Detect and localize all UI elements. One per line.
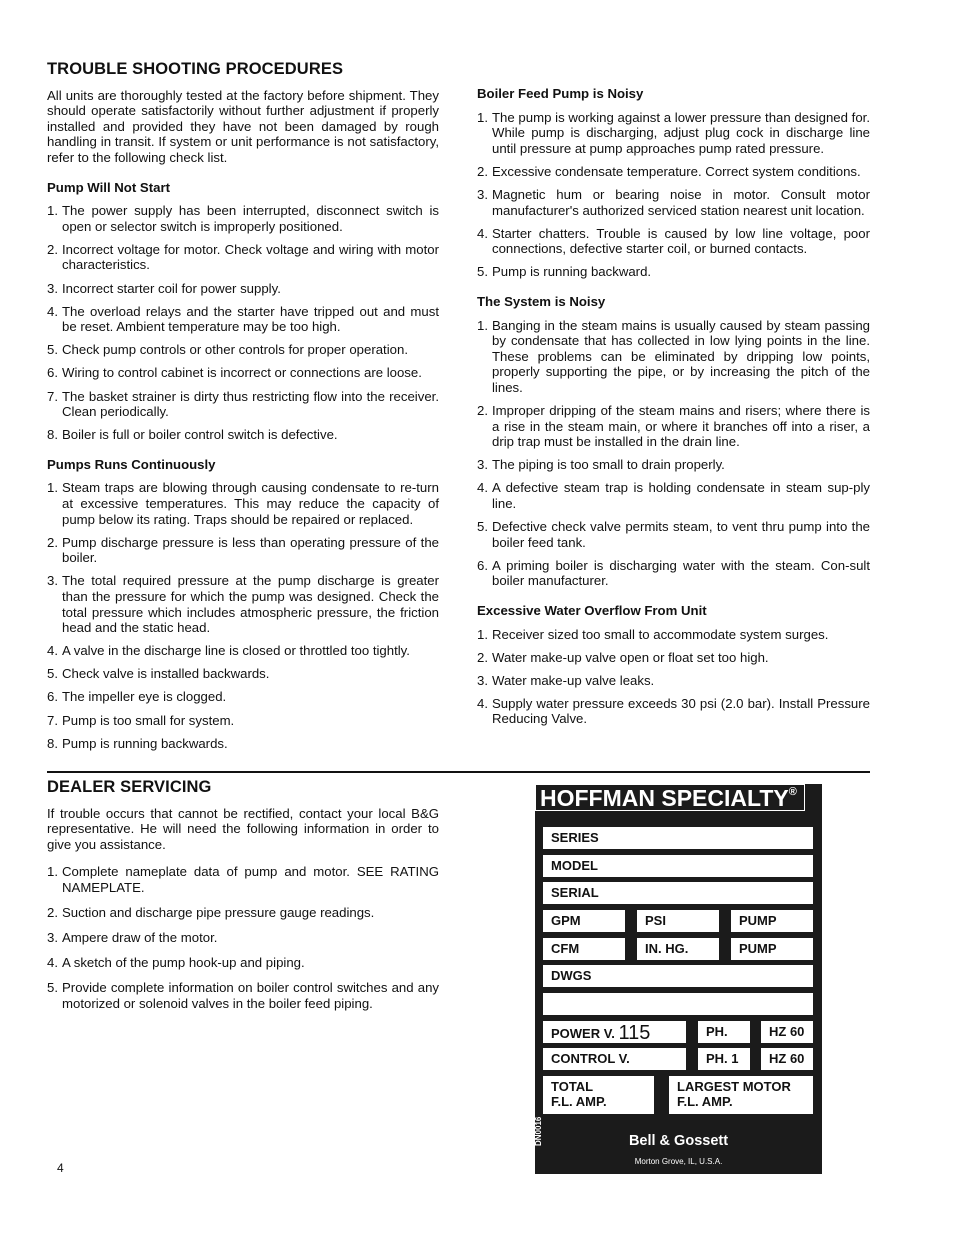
item-number: 6. xyxy=(47,689,58,705)
pump-field-2: PUMP xyxy=(731,938,813,960)
serial-field: SERIAL xyxy=(543,882,813,904)
checklist-item xyxy=(477,696,870,727)
checklist xyxy=(47,480,439,751)
subsection-heading: Excessive Water Overflow From Unit xyxy=(477,602,707,618)
checklist-item xyxy=(47,713,439,729)
checklist-item xyxy=(47,736,439,752)
checklist-item xyxy=(47,666,439,682)
checklist-item xyxy=(47,342,439,358)
checklist-item xyxy=(477,226,870,257)
item-text: Provide complete information on boiler control switches and any motorized or solenoid valves in the boiler feed piping. xyxy=(62,980,439,1011)
cfm-field: CFM xyxy=(543,938,625,960)
item-text: Improper dripping of the steam mains and risers; where there is a rise in the steam main, or where it branches off into a riser, a drip trap must be installed in the drain line. xyxy=(492,403,870,450)
item-number: 2. xyxy=(477,649,488,665)
checklist-item xyxy=(477,627,870,643)
page-number: 4 xyxy=(57,1161,64,1175)
psi-field: PSI xyxy=(637,910,719,932)
checklist-item xyxy=(477,558,870,589)
item-text: Ampere draw of the motor. xyxy=(62,930,218,946)
item-text: Complete nameplate data of pump and motor. SEE RATING NAMEPLATE. xyxy=(62,864,439,895)
item-text: Receiver sized too small to accommodate system surges. xyxy=(492,626,829,642)
horizontal-divider xyxy=(47,771,870,773)
item-text: Water make-up valve leaks. xyxy=(492,672,655,688)
intro-paragraph: All units are thoroughly tested at the factory before shipment. They should operate satisfactorily without further adjustment if properly installed and provided they have not been damaged by rough handling in transit. If system or unit performance is not satisfactory, refer to the following check list. xyxy=(47,87,439,165)
subsection-heading: Pump Will Not Start xyxy=(47,179,170,195)
dealer-item xyxy=(47,980,439,1011)
right-sections xyxy=(477,86,870,727)
checklist xyxy=(477,110,870,280)
item-number: 2. xyxy=(47,905,58,921)
power-v-value: 115 xyxy=(618,1022,651,1044)
hz-field-2: HZ 60 xyxy=(761,1048,813,1070)
item-number: 3. xyxy=(477,457,488,473)
item-text: A priming boiler is discharging water with the steam. Con-sult boiler manufacturer. xyxy=(492,557,870,589)
checklist-item xyxy=(477,187,870,218)
dealer-item xyxy=(47,905,439,921)
dealer-intro: If trouble occurs that cannot be rectified, contact your local B&G representative. He will need the following information in order to give you assistance. xyxy=(47,805,439,852)
checklist-item xyxy=(47,203,439,234)
item-number: 4. xyxy=(477,480,488,496)
checklist xyxy=(477,627,870,727)
item-text: Water make-up valve open or float set too high. xyxy=(492,649,769,665)
blank-field xyxy=(543,993,813,1015)
power-v-field xyxy=(543,1021,686,1043)
checklist-item xyxy=(47,643,439,659)
brand-address: Morton Grove, IL, U.S.A. xyxy=(634,1157,723,1166)
item-text: Pump discharge pressure is less than operating pressure of the boiler. xyxy=(62,534,439,566)
checklist-item xyxy=(47,535,439,566)
left-sections xyxy=(47,180,439,752)
in-hg-field: IN. HG. xyxy=(637,938,719,960)
item-number: 4. xyxy=(47,955,58,971)
item-number: 1. xyxy=(477,317,488,333)
item-text: Incorrect starter coil for power supply. xyxy=(62,280,281,296)
item-text: The overload relays and the starter have tripped out and must be reset. Ambient temperature may be too high. xyxy=(62,303,439,335)
item-number: 4. xyxy=(47,643,58,659)
item-number: 6. xyxy=(47,365,58,381)
item-text: Starter chatters. Trouble is caused by low line voltage, poor connections, defective starter coil, or burned contacts. xyxy=(492,225,870,257)
dwgs-field: DWGS xyxy=(543,965,813,987)
item-text: The impeller eye is clogged. xyxy=(62,689,227,705)
item-number: 5. xyxy=(47,342,58,358)
ph-field-1: PH. xyxy=(698,1021,750,1043)
item-number: 2. xyxy=(477,163,488,179)
item-number: 5. xyxy=(477,264,488,280)
largest-motor-field xyxy=(669,1076,813,1114)
item-text: Magnetic hum or bearing noise in motor. Consult motor manufacturer's authorized serviced station nearest unit location. xyxy=(492,186,870,218)
rating-nameplate xyxy=(535,784,822,1174)
item-text: Supply water pressure exceeds 30 psi (2.0 bar). Install Pressure Reducing Valve. xyxy=(492,695,870,727)
hz-field-1: HZ 60 xyxy=(761,1021,813,1043)
item-text: Incorrect voltage for motor. Check voltage and wiring with motor characteristics. xyxy=(62,241,439,273)
item-text: The total required pressure at the pump discharge is greater than the pressure for which the pump was designed. Check the total pressure which includes atmospheric pressure, the friction head and the static head. xyxy=(62,573,439,636)
total-fl-amp-label: F.L. AMP. xyxy=(551,1094,607,1109)
item-number: 6. xyxy=(477,557,488,573)
item-number: 5. xyxy=(477,519,488,535)
item-number: 2. xyxy=(47,241,58,257)
dealer-item xyxy=(47,955,439,971)
item-text: Banging in the steam mains is usually caused by steam passing by condensate that has collected in low lying points in the line. These problems can be eliminated by dripping low points, properly supporting the pipe, or by increasing the pitch of the lines. xyxy=(492,317,870,395)
item-number: 8. xyxy=(47,427,58,443)
item-number: 3. xyxy=(47,280,58,296)
checklist-item xyxy=(477,318,870,396)
total-fl-amp-field xyxy=(543,1076,654,1114)
subsection-heading: Pumps Runs Continuously xyxy=(47,456,216,472)
item-text: The basket strainer is dirty thus restricting flow into the receiver. Clean periodically. xyxy=(62,388,439,420)
dealer-servicing xyxy=(47,780,439,1026)
checklist xyxy=(477,318,870,589)
checklist-item xyxy=(477,403,870,450)
registered-mark: ® xyxy=(788,786,797,798)
checklist-item xyxy=(47,304,439,335)
item-text: Boiler is full or boiler control switch is defective. xyxy=(62,427,338,443)
item-number: 4. xyxy=(477,695,488,711)
checklist-item xyxy=(477,480,870,511)
model-field: MODEL xyxy=(543,855,813,877)
item-number: 5. xyxy=(47,980,58,996)
dealer-item xyxy=(47,930,439,946)
drawing-code: DN0016 xyxy=(534,1116,543,1146)
checklist-item xyxy=(477,673,870,689)
checklist-item xyxy=(47,573,439,635)
checklist-item xyxy=(47,689,439,705)
item-number: 3. xyxy=(477,186,488,202)
item-text: Check valve is installed backwards. xyxy=(62,666,270,682)
item-number: 1. xyxy=(477,626,488,642)
item-number: 2. xyxy=(47,534,58,550)
item-number: 4. xyxy=(477,225,488,241)
section-title: TROUBLE SHOOTING PROCEDURES xyxy=(47,60,344,78)
item-number: 7. xyxy=(47,712,58,728)
item-text: Defective check valve permits steam, to vent thru pump into the boiler feed tank. xyxy=(492,519,870,550)
dealer-title: DEALER SERVICING xyxy=(47,778,212,796)
gpm-field: GPM xyxy=(543,910,625,932)
dealer-item xyxy=(47,864,439,895)
checklist-item xyxy=(477,264,870,280)
item-text: Suction and discharge pipe pressure gauge readings. xyxy=(62,905,375,921)
checklist-item xyxy=(47,389,439,420)
right-column xyxy=(477,86,870,741)
checklist-item xyxy=(47,365,439,381)
series-field: SERIES xyxy=(543,827,813,849)
subsection-heading: The System is Noisy xyxy=(477,293,606,309)
item-number: 3. xyxy=(47,573,58,589)
item-text: Pump is too small for system. xyxy=(62,712,235,728)
total-label: TOTAL xyxy=(551,1079,594,1094)
checklist-item xyxy=(477,164,870,180)
item-text: Excessive condensate temperature. Correct system conditions. xyxy=(492,163,861,179)
item-text: Check pump controls or other controls for proper operation. xyxy=(62,342,408,358)
checklist-item xyxy=(477,650,870,666)
checklist-item xyxy=(47,281,439,297)
brand-name: Bell & Gossett xyxy=(628,1133,729,1149)
checklist-item xyxy=(477,110,870,157)
item-text: A valve in the discharge line is closed or throttled too tightly. xyxy=(62,643,410,659)
checklist-item xyxy=(47,480,439,527)
checklist-item xyxy=(47,242,439,273)
item-text: A sketch of the pump hook-up and piping. xyxy=(62,955,305,971)
control-v-field: CONTROL V. xyxy=(543,1048,686,1070)
pump-field-1: PUMP xyxy=(731,910,813,932)
item-text: The power supply has been interrupted, disconnect switch is open or selector switch is improperly positioned. xyxy=(62,203,439,234)
item-number: 8. xyxy=(47,735,58,751)
item-number: 7. xyxy=(47,388,58,404)
checklist-item xyxy=(477,519,870,550)
item-text: The piping is too small to drain properly. xyxy=(492,457,725,473)
checklist-item xyxy=(477,457,870,473)
item-number: 2. xyxy=(477,403,488,418)
item-number: 1. xyxy=(47,480,58,496)
checklist-item xyxy=(47,427,439,443)
item-number: 5. xyxy=(47,666,58,682)
nameplate-title-text: HOFFMAN SPECIALTY xyxy=(540,785,789,811)
item-text: Pump is running backwards. xyxy=(62,735,228,751)
ph-field-2: PH. 1 xyxy=(698,1048,750,1070)
largest-motor-label: LARGEST MOTOR xyxy=(677,1079,791,1094)
power-v-label: POWER V. xyxy=(551,1026,615,1041)
item-text: Pump is running backward. xyxy=(492,264,652,280)
item-number: 3. xyxy=(47,930,58,946)
item-number: 1. xyxy=(47,203,58,219)
item-number: 3. xyxy=(477,672,488,688)
item-text: Steam traps are blowing through causing condensate to re-turn at excessive temperatures. This may reduce the capacity of pump below its rating. Traps should be repaired or replaced. xyxy=(62,480,439,527)
subsection-heading: Boiler Feed Pump is Noisy xyxy=(477,86,644,101)
item-text: Wiring to control cabinet is incorrect or connections are loose. xyxy=(62,365,422,381)
item-number: 1. xyxy=(47,864,58,880)
left-column xyxy=(47,62,439,765)
dealer-list xyxy=(47,864,439,1011)
item-text: A defective steam trap is holding condensate in steam sup-ply line. xyxy=(492,480,870,511)
item-text: The pump is working against a lower pressure than designed for. While pump is discharging, adjust plug cock in discharge line until pressure at pump approaches pump rated pressure. xyxy=(492,109,870,156)
checklist xyxy=(47,203,439,443)
largest-fl-amp-label: F.L. AMP. xyxy=(677,1094,733,1109)
nameplate-title xyxy=(535,784,805,811)
item-number: 1. xyxy=(477,109,488,125)
item-number: 4. xyxy=(47,303,58,319)
